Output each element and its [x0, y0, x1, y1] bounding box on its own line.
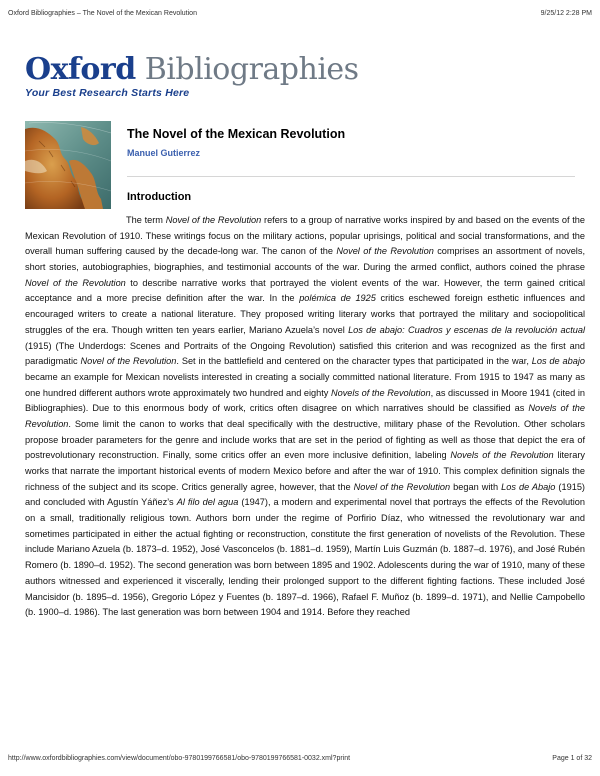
logo-bibliographies-text: Bibliographies	[144, 52, 359, 87]
italic-title-run: Al filo del agua	[176, 497, 239, 508]
italic-title-run: Novel of the Revolution	[25, 277, 126, 288]
article-title: The Novel of the Mexican Revolution	[127, 127, 346, 141]
oxford-bibliographies-logo[interactable]	[25, 54, 359, 99]
italic-title-run: Novel of the Revolution	[80, 356, 177, 367]
text-run: (1915) (The Underdogs: Scenes and Portraits of the Ongoing Revolution) satisfied this criterion and was recognized as the first and paradigmatic	[25, 340, 585, 367]
introduction-body	[25, 213, 585, 621]
text-run: refers to a group of narrative works inspired by and based on the events of the Mexican Revolution of 1910. These writings focus on the military actions, popular uprisings, political and social transformations, and the overall human suffering caused by the decade-long war. The canon of the	[25, 215, 586, 257]
italic-title-run: polémica de 1925	[299, 293, 376, 304]
text-run: literary works that narrate the important historical events of modern Mexico before and after the war of 1910. This complex definition signals the richness of the subject and its scope. Critics generally agree, however, that the	[25, 450, 585, 492]
text-run: The term	[126, 215, 166, 225]
italic-title-run: Novel of the Revolution	[353, 481, 451, 492]
logo-wordmark	[25, 54, 359, 86]
text-run: comprises an assortment of novels, short stories, autobiographies, biographies, and testimonial accounts of the war. During the armed conflict, authors coined the phrase	[25, 246, 585, 273]
italic-title-run: Novels of the Revolution	[330, 387, 431, 398]
globe-map-thumbnail	[25, 121, 111, 209]
italic-title-run: Novel of the Revolution	[336, 246, 434, 257]
italic-title-run: Los de Abajo	[501, 481, 556, 492]
text-run: (1915) and concluded with Agustín Yáñez’s	[25, 481, 585, 508]
introduction-paragraph	[25, 213, 585, 621]
text-run: , as discussed in Moore 1941 (cited in Bibliographies). Due to this enormous body of work, critics often disagree on which narratives should be classified as	[25, 387, 585, 414]
italic-title-run: Novels of the Revolution	[25, 403, 585, 429]
print-header	[8, 10, 592, 22]
page-title-header: Oxford Bibliographies – The Novel of the Mexican Revolution	[8, 10, 197, 17]
section-heading-introduction: Introduction	[127, 191, 192, 203]
italic-title-run: Los de abajo: Cuadros y escenas de la revolución actual	[348, 324, 586, 335]
globe-map-image	[25, 121, 111, 209]
article-author[interactable]: Manuel Gutierrez	[127, 148, 201, 158]
logo-tagline: Your Best Research Starts Here	[25, 87, 190, 99]
page-number: Page 1 of 32	[552, 755, 592, 762]
italic-title-run: Novel of the Revolution	[165, 215, 262, 225]
print-datetime: 9/25/12 2:28 PM	[540, 10, 592, 17]
text-run: . Set in the battlefield and centered on the character types that participated in the war,	[176, 356, 532, 367]
text-run: became an example for Mexican novelists interested in creating a socially committed national literature. From 1915 to 1947 as many as one hundred different authors wrote approximately two hundred and eighty	[25, 371, 585, 398]
italic-title-run: Novels of the Revolution	[450, 450, 554, 461]
text-run: began with	[450, 481, 502, 492]
page-url[interactable]: http://www.oxfordbibliographies.com/view/document/obo-9780199766581/obo-9780199766581-0032.xml?print	[8, 755, 351, 762]
logo-oxford-text: Oxford	[25, 52, 136, 87]
print-footer	[8, 755, 592, 767]
text-run: critics eschewed foreign esthetic influences and encouraged writers to create a national literature. They proposed writing literary works that portrayed the military and sociopolitical struggles of the era. Though written ten years earlier, Mariano Azuela’s novel	[25, 293, 586, 335]
title-divider	[127, 176, 575, 177]
text-run: . Some limit the canon to works that deal specifically with the destructive, military phase of the Revolution. Other scholars propose broader parameters for the genre and include works that are set in the period of fighting as well as those that depict the era of postrevolutionary reconstruction. Finally, some critics offer an even more inclusive definition, labeling	[25, 418, 585, 461]
italic-title-run: Los de abajo	[531, 356, 585, 367]
text-run: (1947), a modern and experimental novel that portrays the effects of the Revolution on a small, traditionally religious town. Authors born under the regime of Porfirio Díaz, who witnessed the revolutionary war and sometimes participated in either the actual fighting or reconstruction, constitute the first generation of novelists of the Revolution. These include Mariano Azuela (b. 1873–d. 1952), José Vasconcelos (b. 1881–d. 1959), Martín Luis Guzmán (b. 1887–d. 1976), and José Rubén Romero (b. 1890–d. 1952). The second generation was born between 1895 and 1902. Adolescents during the war of 1910, many of these authors witnessed and experienced it viscerally, lending their prolonged support to the different fighting factions. These included José Mancisidor (b. 1895–d. 1956), Gregorio López y Fuentes (b. 1897–d. 1966), Rafael F. Muñoz (b. 1899–d. 1971), and Nellie Campobello (b. 1900–d. 1986). The last generation was born between 1904 and 1914. Before they reached	[25, 497, 585, 618]
text-run: to describe narrative works that portrayed the violent events of the war. However, the term gained critical acceptance and a more precise definition after the war. In the	[25, 277, 586, 304]
